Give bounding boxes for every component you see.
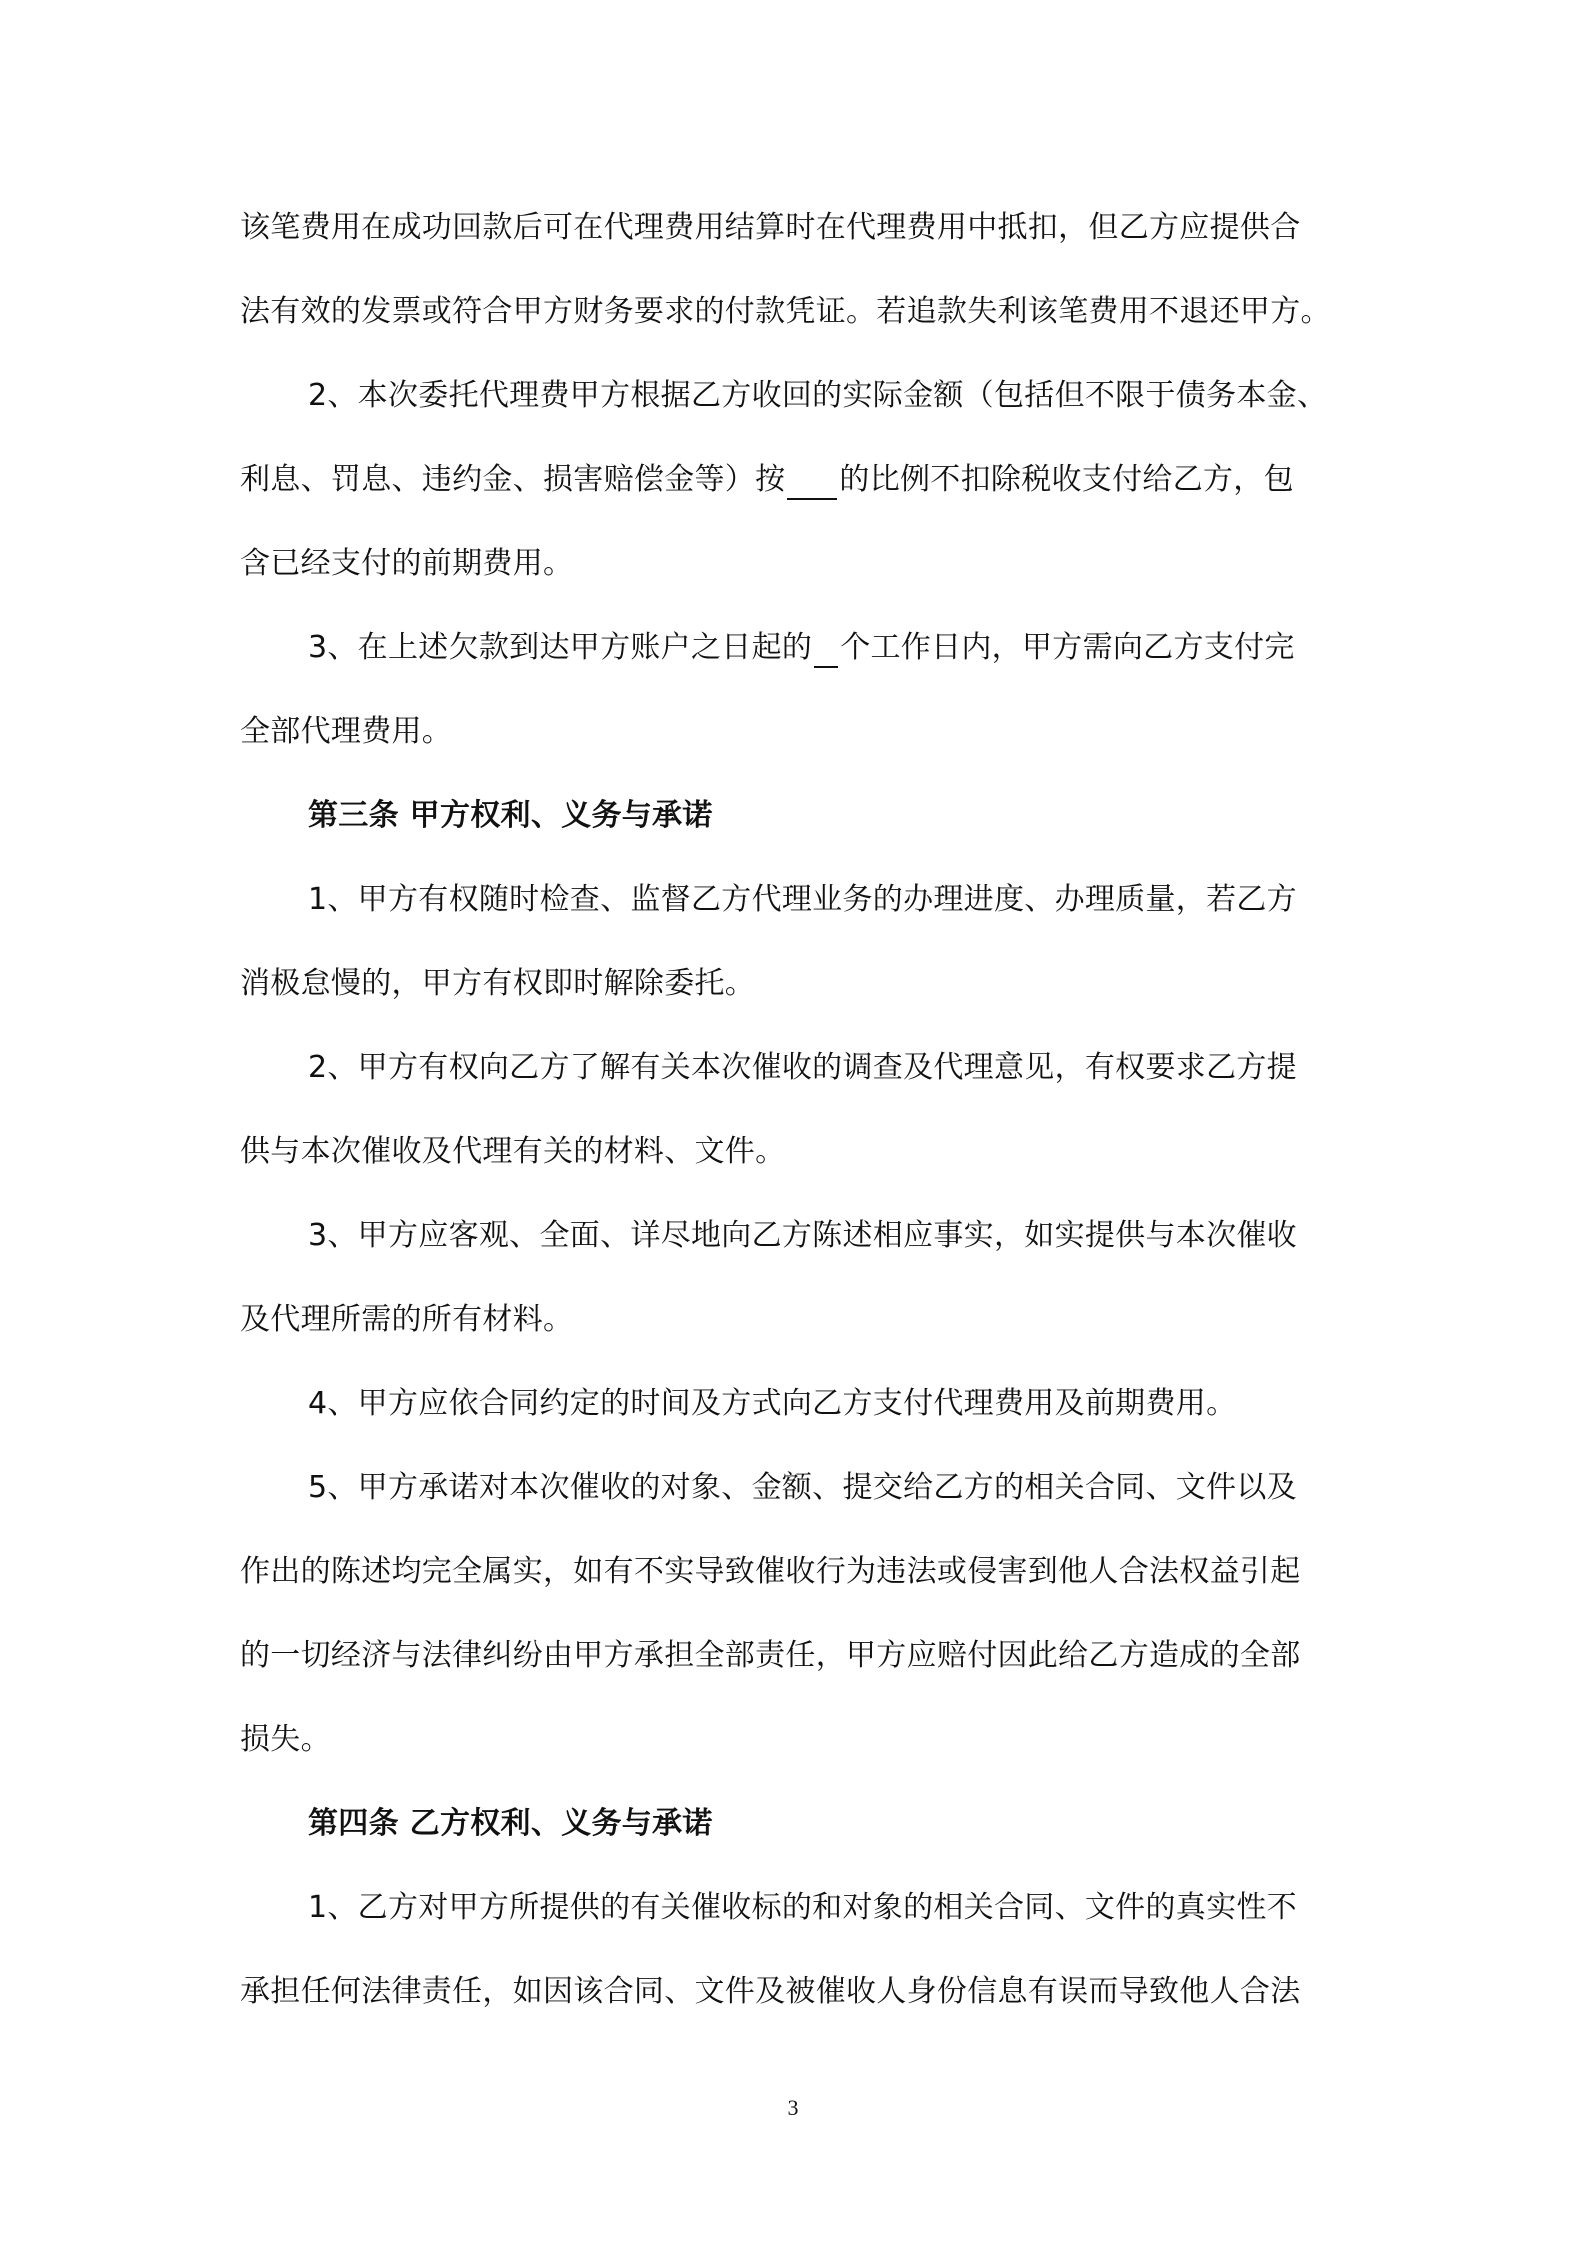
paragraph-line: 5、甲方承诺对本次催收的对象、金额、提交给乙方的相关合同、文件以及 [308,1470,1297,1505]
fill-in-blank [787,468,837,500]
paragraph-line: 该笔费用在成功回款后可在代理费用结算时在代理费用中抵扣，但乙方应提供合 [240,210,1301,245]
paragraph-line: 1、乙方对甲方所提供的有关催收标的和对象的相关合同、文件的真实性不 [308,1890,1297,1925]
paragraph-line: 的一切经济与法律纠纷由甲方承担全部责任，甲方应赔付因此给乙方造成的全部 [240,1638,1301,1673]
paragraph-line [308,628,1360,668]
paragraph-line: 消极怠慢的，甲方有权即时解除委托。 [240,966,756,1001]
paragraph-line: 1、甲方有权随时检查、监督乙方代理业务的办理进度、办理质量，若乙方 [308,882,1297,917]
paragraph-line: 及代理所需的所有材料。 [240,1302,574,1337]
paragraph-line: 2、本次委托代理费甲方根据乙方收回的实际金额（包括但不限于债务本金、 [308,378,1328,413]
paragraph-line [240,460,1360,500]
paragraph-line: 4、甲方应依合同约定的时间及方式向乙方支付代理费用及前期费用。 [308,1386,1237,1421]
section-heading: 第三条 甲方权利、义务与承诺 [308,798,713,833]
paragraph-line: 承担任何法律责任，如因该合同、文件及被催收人身份信息有误而导致他人合法 [240,1974,1301,2009]
section-heading: 第四条 乙方权利、义务与承诺 [308,1806,713,1841]
paragraph-line: 作出的陈述均完全属实，如有不实导致催收行为违法或侵害到他人合法权益引起 [240,1554,1301,1589]
paragraph-line: 供与本次催收及代理有关的材料、文件。 [240,1134,786,1169]
fill-in-blank [814,636,838,668]
text-segment: 的比例不扣除税收支付给乙方，包 [839,462,1294,497]
paragraph-line: 3、甲方应客观、全面、详尽地向乙方陈述相应事实，如实提供与本次催收 [308,1218,1297,1253]
paragraph-line: 全部代理费用。 [240,714,453,749]
text-segment: 利息、罚息、违约金、损害赔偿金等）按 [240,462,786,497]
page-number: 3 [787,2095,799,2120]
text-segment: 个工作日内，甲方需向乙方支付完 [840,630,1295,665]
paragraph-line: 法有效的发票或符合甲方财务要求的付款凭证。若追款失利该笔费用不退还甲方。 [240,294,1331,329]
text-segment: 3、在上述欠款到达甲方账户之日起的 [308,630,813,665]
paragraph-line: 含已经支付的前期费用。 [240,546,574,581]
paragraph-line: 损失。 [240,1722,331,1757]
paragraph-line: 2、甲方有权向乙方了解有关本次催收的调查及代理意见，有权要求乙方提 [308,1050,1297,1085]
